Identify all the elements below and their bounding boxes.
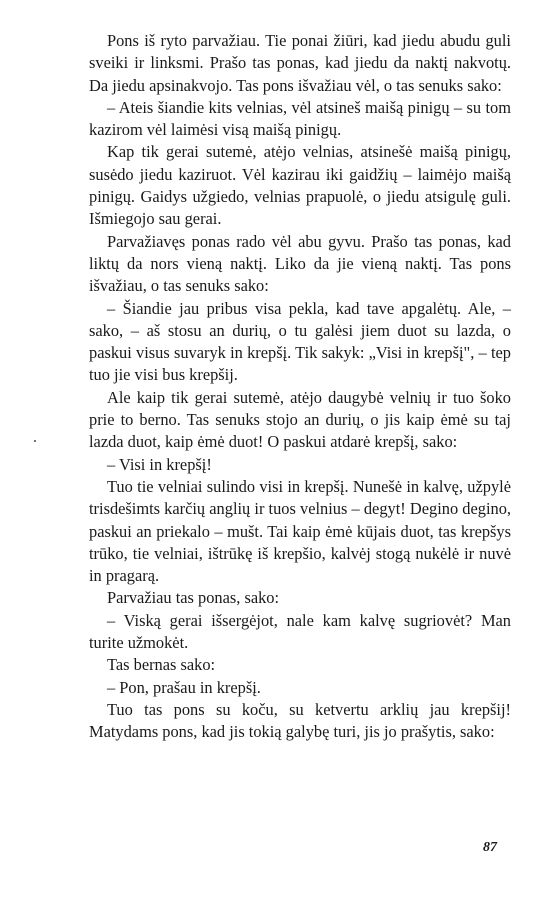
paragraph-8: Tuo tie velniai sulindo visi in krepšį. Nunešė in kalvę, užpylė trisdešimts karčių anglių ir tuos velnius – degyt! Degino degino, paskui an priekalo – mušt. Tai kaip ėmė kūjais duot, tas krepšys trūko, tie velniai, ištrūkę iš krepšio, kalvėj stogą nukėlė ir nuvė in pragarą. [89,476,511,586]
paragraph-11: Tas bernas sako: [107,655,216,675]
paragraph-12: – Pon, prašau in krepšį. [107,677,261,697]
body-text [89,30,511,744]
paragraph-2: – Ateis šiandie kits velnias, vėl atsineš maišą pinigų – su tom kazirom vėl laimėsi visą maišą pinigų. [89,97,511,140]
paragraph-3: Kap tik gerai sutemė, atėjo velnias, atsinešė maišą pinigų, susėdo jiedu kaziruot. Vėl kazirau iki gaidžių – laimėjo maišą pinigų. Gaidys užgiedo, velnias prapuolė, o jiedu atsigulę guli. Išmiegojo sau gerai. [89,142,511,229]
paragraph-5: – Šiandie jau pribus visa pekla, kad tave apgalėtų. Ale, – sako, – aš stosu an durių, o tu galėsi jiem duot su lazda, o paskui visus suvaryk in krepšį. Tik sakyk: „Visi in krepšį", – tep tuo jie visi bus krepšij. [89,298,511,385]
paragraph-1: Pons iš ryto parvažiau. Tie ponai žiūri, kad jiedu abudu guli sveiki ir linksmi. Prašo tas ponas, kad jiedu da naktį nakvotų. Da jiedu apsinakvojo. Tas pons išvažiau vėl, o tas senuks sako: [89,31,511,95]
paragraph-10: – Viską gerai išsergėjot, nale kam kalvę sugriovėt? Man turite užmokėt. [89,610,511,653]
scan-speck [34,440,36,442]
paragraph-13: Tuo tas pons su koču, su ketvertu arklių jau krepšij! Matydams pons, kad jis tokią galybę turi, jis jo prašytis, sako: [89,699,511,742]
paragraph-7: – Visi in krepšį! [107,454,212,474]
paragraph-6: Ale kaip tik gerai sutemė, atėjo daugybė velnių ir tuo šoko prie to berno. Tas senuks stojo an durių, o jis kaip ėmė su taj lazda duot, kaip ėmė duot! O paskui atdarė krepšį, sako: [89,387,511,452]
page-number: 87 [483,840,497,855]
paragraph-4: Parvažiavęs ponas rado vėl abu gyvu. Prašo tas ponas, kad liktų da nors vieną naktį. Liko da jie vieną naktį. Tas pons išvažiau, o tas senuks sako: [89,231,511,296]
paragraph-9: Parvažiau tas ponas, sako: [107,588,280,608]
